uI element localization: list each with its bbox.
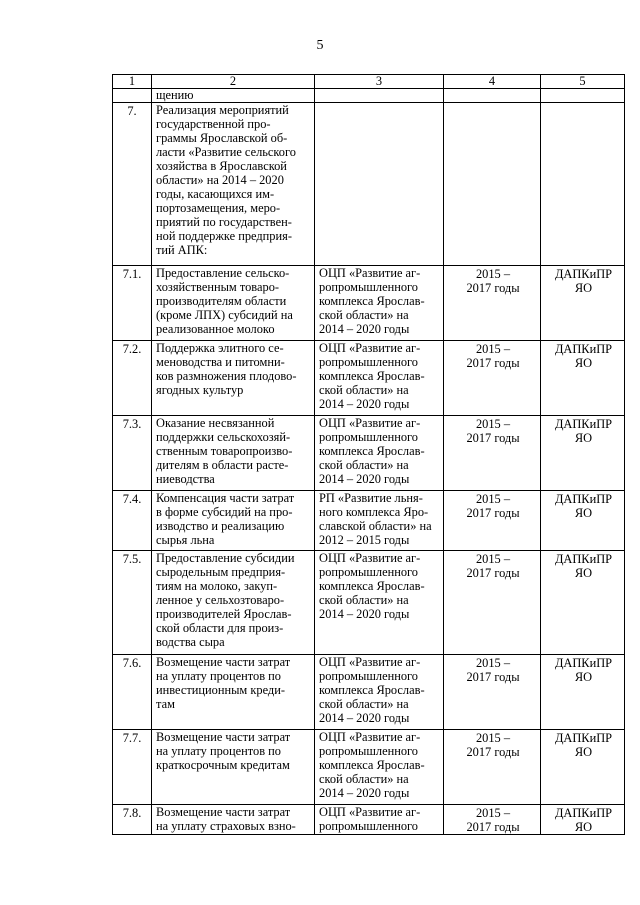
program-text: ОЦП «Развитие аг- ропромышленного комплекса Ярослав- ской области» на 2014 – 2020 годы <box>315 655 444 730</box>
term-text: 2015 – 2017 годы <box>444 805 541 835</box>
responsible-text: ДАПКиПР ЯО <box>541 655 625 730</box>
column-header: 3 <box>315 75 444 89</box>
term-text: 2015 – 2017 годы <box>444 730 541 805</box>
row-number: 7.4. <box>113 491 152 551</box>
row-number: 7.7. <box>113 730 152 805</box>
term-text: 2015 – 2017 годы <box>444 266 541 341</box>
page-number: 5 <box>316 38 324 53</box>
table-row <box>113 551 625 655</box>
table-header-row <box>113 75 625 89</box>
measure-text: Возмещение части затрат на уплату страховых взно- <box>152 805 315 835</box>
responsible-text: ДАПКиПР ЯО <box>541 491 625 551</box>
program-text: ОЦП «Развитие аг- ропромышленного комплекса Ярослав- ской области» на 2014 – 2020 годы <box>315 341 444 416</box>
continuation-text: щению <box>152 89 315 103</box>
measure-text: Предоставление сельско- хозяйственным товаро- производителям области (кроме ЛПХ) субсидий на реализованное молоко <box>152 266 315 341</box>
table-row <box>113 266 625 341</box>
section-text: Реализация мероприятий государственной про- граммы Ярославской об- ласти «Развитие сельского хозяйства в Ярославской области» на 2014 – 2020 годы, касающихся им- портозамещения, меро- приятий по государствен- ной поддержке предприя- тий АПК: <box>152 103 315 266</box>
measures-table <box>112 74 625 835</box>
table-row <box>113 491 625 551</box>
measure-text: Поддержка элитного се- меноводства и питомни- ков размножения плодово- ягодных культур <box>152 341 315 416</box>
program-text: ОЦП «Развитие аг- ропромышленного комплекса Ярослав- ской области» на 2014 – 2020 годы <box>315 730 444 805</box>
row-number: 7.2. <box>113 341 152 416</box>
responsible-text: ДАПКиПР ЯО <box>541 416 625 491</box>
column-header: 2 <box>152 75 315 89</box>
responsible-text: ДАПКиПР ЯО <box>541 805 625 835</box>
table-row <box>113 730 625 805</box>
responsible-text: ДАПКиПР ЯО <box>541 266 625 341</box>
row-number: 7.5. <box>113 551 152 655</box>
measure-text: Возмещение части затрат на уплату процентов по краткосрочным кредитам <box>152 730 315 805</box>
table-row <box>113 655 625 730</box>
term-text: 2015 – 2017 годы <box>444 416 541 491</box>
term-text: 2015 – 2017 годы <box>444 491 541 551</box>
term-text: 2015 – 2017 годы <box>444 655 541 730</box>
column-header: 4 <box>444 75 541 89</box>
table-row <box>113 341 625 416</box>
table-row <box>113 416 625 491</box>
column-header: 1 <box>113 75 152 89</box>
program-text: ОЦП «Развитие аг- ропромышленного <box>315 805 444 835</box>
program-text: РП «Развитие льня- ного комплекса Яро- славской области» на 2012 – 2015 годы <box>315 491 444 551</box>
measure-text: Оказание несвязанной поддержки сельскохозяй- ственным товаропроизво- дителям в области расте- ниеводства <box>152 416 315 491</box>
row-number: 7.6. <box>113 655 152 730</box>
row-number: 7. <box>113 103 152 266</box>
section-row <box>113 103 625 266</box>
measure-text: Предоставление субсидии сыродельным предприя- тиям на молоко, закуп- ленное у сельхозтоваро- производителей Ярослав- ской области для произ- водства сыра <box>152 551 315 655</box>
row-number: 7.3. <box>113 416 152 491</box>
measure-text: Возмещение части затрат на уплату процентов по инвестиционным креди- там <box>152 655 315 730</box>
responsible-text: ДАПКиПР ЯО <box>541 551 625 655</box>
column-header: 5 <box>541 75 625 89</box>
responsible-text: ДАПКиПР ЯО <box>541 341 625 416</box>
program-text: ОЦП «Развитие аг- ропромышленного комплекса Ярослав- ской области» на 2014 – 2020 годы <box>315 551 444 655</box>
table-row <box>113 805 625 835</box>
program-text: ОЦП «Развитие аг- ропромышленного комплекса Ярослав- ской области» на 2014 – 2020 годы <box>315 266 444 341</box>
row-number: 7.8. <box>113 805 152 835</box>
term-text: 2015 – 2017 годы <box>444 341 541 416</box>
term-text: 2015 – 2017 годы <box>444 551 541 655</box>
program-text: ОЦП «Развитие аг- ропромышленного комплекса Ярослав- ской области» на 2014 – 2020 годы <box>315 416 444 491</box>
row-number: 7.1. <box>113 266 152 341</box>
continuation-row <box>113 89 625 103</box>
measure-text: Компенсация части затрат в форме субсидий на про- изводство и реализацию сырья льна <box>152 491 315 551</box>
responsible-text: ДАПКиПР ЯО <box>541 730 625 805</box>
